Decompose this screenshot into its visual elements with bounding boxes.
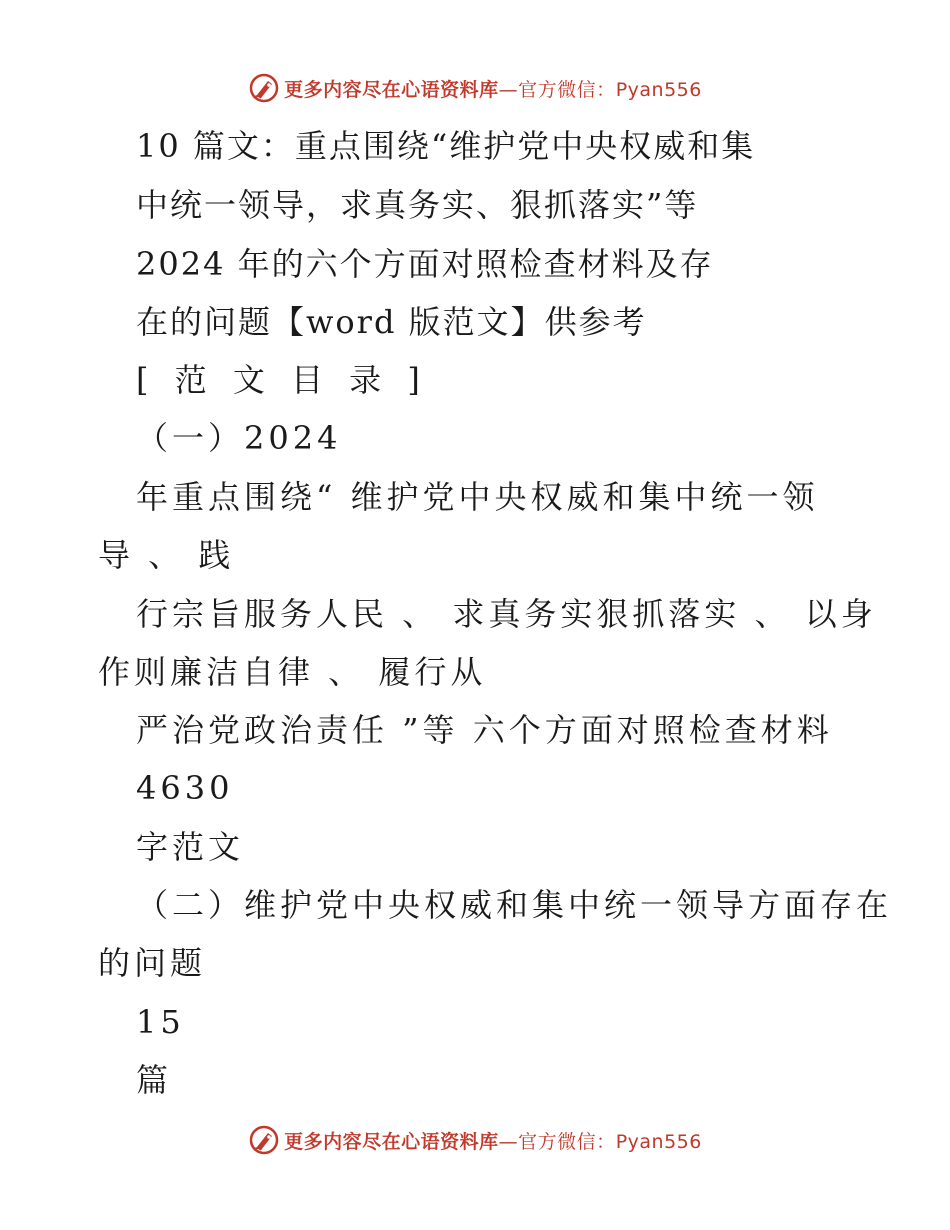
title-line-3: 2024 年的六个方面对照检查材料及存 <box>136 245 714 283</box>
toc-item-1-line-3: 行宗旨服务人民 、 求真务实狠抓落实 、 以身 <box>136 595 877 633</box>
toc-item-1-suffix: 字范文 <box>136 828 245 866</box>
watermark-separator: — <box>498 78 519 101</box>
watermark-wechat-label: 官方微信： <box>518 78 616 101</box>
title-line-4: 在的问题【word 版范文】供参考 <box>136 303 647 341</box>
header-watermark <box>0 68 950 108</box>
watermark-site: 更多内容尽在心语资料库 <box>284 1130 499 1153</box>
watermark-text <box>284 75 702 102</box>
toc-item-1-line-1: 年重点围绕“ 维护党中央权威和集中统一领 <box>136 478 819 516</box>
toc-item-1-label: （一）2024 <box>136 419 342 457</box>
watermark-separator: — <box>498 1130 519 1153</box>
toc-item-1-line-4: 作则廉洁自律 、 履行从 <box>98 653 487 691</box>
pen-nib-logo-icon <box>248 72 280 104</box>
toc-item-2-suffix: 篇 <box>136 1061 173 1099</box>
title-line-2: 中统一领导，求真务实、狠抓落实”等 <box>136 186 699 224</box>
title-line-1: 10 篇文：重点围绕“维护党中央权威和集 <box>136 127 756 165</box>
toc-heading: [ 范 文 目 录 ] <box>136 361 428 399</box>
toc-item-1-line-2: 导 、 践 <box>98 536 235 574</box>
footer-watermark <box>0 1120 950 1160</box>
toc-item-1-wordcount: 4630 <box>136 769 234 807</box>
pen-nib-logo-icon <box>248 1124 280 1156</box>
watermark-wechat-id: Pyan556 <box>615 1130 702 1153</box>
toc-item-2-line-2: 的问题 <box>98 944 207 982</box>
watermark-text <box>284 1127 702 1154</box>
watermark-wechat-id: Pyan556 <box>615 78 702 101</box>
toc-item-2-count: 15 <box>136 1003 185 1041</box>
watermark-wechat-label: 官方微信： <box>518 1130 616 1153</box>
watermark-site: 更多内容尽在心语资料库 <box>284 78 499 101</box>
toc-item-2-line-1: （二）维护党中央权威和集中统一领导方面存在 <box>136 886 893 924</box>
toc-item-1-line-5: 严治党政治责任 ”等 六个方面对照检查材料 <box>136 711 833 749</box>
